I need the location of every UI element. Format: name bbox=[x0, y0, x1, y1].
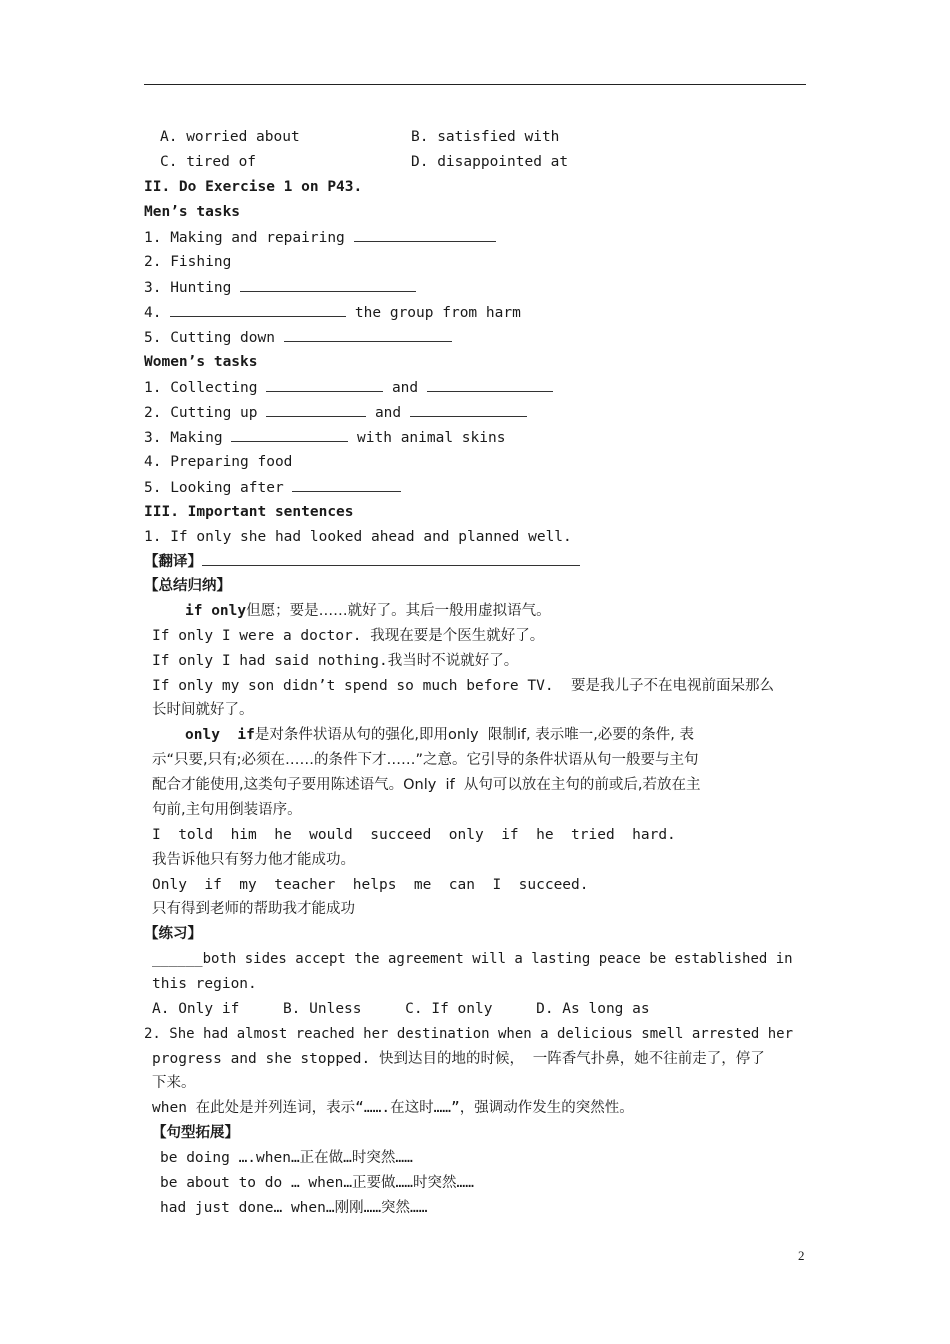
men-task-1: 1. Making and repairing bbox=[144, 227, 496, 248]
section2-heading: II. Do Exercise 1 on P43. bbox=[144, 179, 363, 195]
answer-blank[interactable] bbox=[231, 427, 348, 442]
answer-blank[interactable] bbox=[240, 277, 416, 292]
practice-question-cont: this region. bbox=[152, 976, 257, 992]
when-note: when 在此处是并列连词，表示“…….在这时……”，强调动作发生的突然性。 bbox=[152, 1100, 634, 1116]
women-task-3: 3. Making with animal skins bbox=[144, 427, 505, 448]
sentence-1: 1. If only she had looked ahead and planned well. bbox=[144, 529, 572, 545]
answer-blank[interactable] bbox=[266, 402, 366, 417]
pattern-expansion-label: 【句型拓展】 bbox=[152, 1125, 239, 1141]
pattern-1: be doing ….when…正在做…时突然…… bbox=[160, 1150, 413, 1166]
pattern-2: be about to do … when…正要做……时突然…… bbox=[160, 1175, 474, 1191]
sentence-2: 2. She had almost reached her destination when a delicious smell arrested her bbox=[144, 1026, 794, 1042]
example-5: Only if my teacher helps me can I succeed. bbox=[152, 877, 589, 893]
option-a: A. worried about bbox=[160, 129, 300, 145]
answer-blank[interactable] bbox=[427, 377, 553, 392]
summary-label: 【总结归纳】 bbox=[144, 578, 231, 594]
translation-blank[interactable] bbox=[202, 551, 580, 566]
men-task-3: 3. Hunting bbox=[144, 277, 416, 298]
men-task-4: 4. the group from harm bbox=[144, 302, 521, 323]
page-number: 2 bbox=[798, 1248, 805, 1263]
section3-heading: III. Important sentences bbox=[144, 504, 354, 520]
option-d: D. disappointed at bbox=[411, 154, 569, 170]
only-if-text-4: 句前,主句用倒装语序。 bbox=[152, 802, 302, 818]
answer-blank[interactable] bbox=[292, 477, 401, 492]
example-1: If only I were a doctor. 我现在要是个医生就好了。 bbox=[152, 628, 545, 644]
example-4-cn: 我告诉他只有努力他才能成功。 bbox=[152, 852, 355, 868]
example-3-cont: 长时间就好了。 bbox=[152, 702, 254, 718]
option-c: C. tired of bbox=[160, 154, 257, 170]
women-tasks-heading: Women’s tasks bbox=[144, 354, 258, 370]
women-task-1: 1. Collecting and bbox=[144, 377, 553, 398]
answer-blank[interactable] bbox=[354, 227, 496, 242]
sentence-2-cont: progress and she stopped. 快到达目的地的时候， 一阵香气扑鼻，她不往前走了，停了 bbox=[152, 1051, 765, 1067]
women-task-5: 5. Looking after bbox=[144, 477, 401, 498]
answer-blank[interactable] bbox=[410, 402, 527, 417]
header-rule bbox=[144, 84, 806, 85]
example-2: If only I had said nothing.我当时不说就好了。 bbox=[152, 653, 519, 669]
only-if-definition: only if是对条件状语从句的强化,即用only 限制if, 表示唯一,必要的条件, 表 bbox=[185, 727, 695, 743]
men-task-2: 2. Fishing bbox=[144, 254, 232, 270]
practice-options: A. Only if B. Unless C. If only D. As long as bbox=[152, 1001, 650, 1017]
practice-question: ______both sides accept the agreement will a lasting peace be established in bbox=[152, 951, 793, 967]
example-4: I told him he would succeed only if he tried hard. bbox=[152, 827, 676, 843]
answer-blank[interactable] bbox=[170, 302, 346, 317]
translate-line: 【翻译】 bbox=[144, 551, 580, 572]
answer-blank[interactable] bbox=[284, 327, 452, 342]
example-5-cn: 只有得到老师的帮助我才能成功 bbox=[152, 901, 355, 917]
option-b: B. satisfied with bbox=[411, 129, 560, 145]
only-if-text-2: 示“只要,只有;必须在……的条件下才……”之意。它引导的条件状语从句一般要与主句 bbox=[152, 752, 699, 768]
if-only-definition: if only但愿；要是……就好了。其后一般用虚拟语气。 bbox=[185, 603, 551, 619]
sentence-2-end: 下来。 bbox=[152, 1075, 196, 1091]
men-tasks-heading: Men’s tasks bbox=[144, 204, 241, 220]
only-if-text-3: 配合才能使用,这类句子要用陈述语气。Only if 从句可以放在主句的前或后,若放在主 bbox=[152, 777, 701, 793]
practice-label: 【练习】 bbox=[144, 926, 202, 942]
pattern-3: had just done… when…刚刚……突然…… bbox=[160, 1200, 428, 1216]
example-3: If only my son didn’t spend so much before TV. 要是我儿子不在电视前面呆那么 bbox=[152, 678, 775, 694]
answer-blank[interactable] bbox=[266, 377, 383, 392]
women-task-2: 2. Cutting up and bbox=[144, 402, 527, 423]
men-task-5: 5. Cutting down bbox=[144, 327, 452, 348]
women-task-4: 4. Preparing food bbox=[144, 454, 293, 470]
